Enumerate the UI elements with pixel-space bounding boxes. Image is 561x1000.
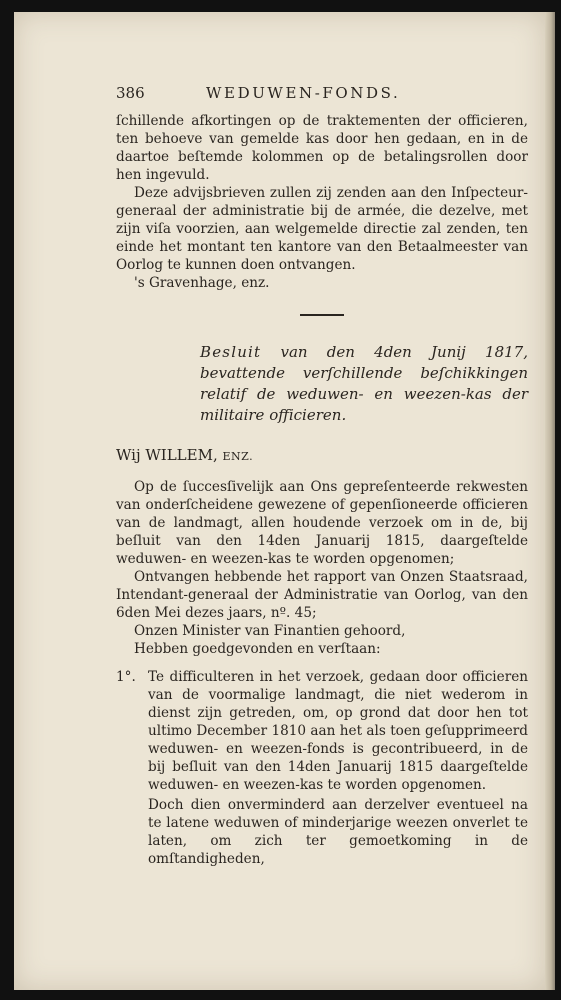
decree-paragraph: Onzen Minister van Finantien gehoord, [134,623,406,639]
page-text [116,84,528,868]
decree-heading [116,446,528,466]
page-number: 386 [116,84,145,102]
decree-item [116,668,528,794]
running-head [116,84,528,106]
final-paragraph: Doch dien onverminderd aan derzelver eventueel na te latene weduwen of minderjarige weezen onverlet te laten, om zich ter gemoetkoming in de omſtandigheden, [148,797,528,867]
decree-paragraph: Ontvangen hebbende het rapport van Onzen Staatsraad, Intendant-generaal der Administratie van Oorlog, van den 6den Mei dezes jaars, nº. 45; [116,569,528,621]
decree-paragraph: Op de ſuccesſivelijk aan Ons gepreſenteerde rekwesten van onderſcheidene gewezene of gepenſioneerde officieren van de landmagt, allen houdende verzoek om in de, bij beſluit van den 14den Januarij 1815, daargeſtelde weduwen- en weezen-kas te worden opgenomen; [116,479,528,567]
advice-letters-paragraph: Deze advijsbrieven zullen zij zenden aan den Inſpecteur-generaal der administratie bij de armée, die dezelve, met zijn viſa voorzien, aan welgemelde directie zal zenden, ten einde het montant ten kantore van den Betaalmeester van Oorlog te kunnen doen ontvangen. [116,185,528,273]
item-number: 1°. [116,669,136,685]
opening-paragraph: ſchillende afkortingen op de traktementen der officieren, ten behoeve van gemelde kas door hen gedaan, en in de daartoe beſtemde kolommen op de betalingsrollen door hen ingevuld. [116,113,528,183]
besluit-rest: van den 4den Junij 1817, bevattende verſchillende beſchikkingen relatif de weduwen- en weezen-kas der militaire officieren. [200,343,528,424]
besluit-first-word: Besluit [200,343,262,361]
decree-paragraph: Hebben goedgevonden en verſtaan: [134,641,381,657]
closing-line: 's Gravenhage, enz. [134,275,270,291]
besluit-title [200,342,528,426]
decree-enz: ENZ. [222,450,254,463]
running-title: WEDUWEN-FONDS. [206,84,401,102]
section-divider [300,314,344,316]
item-text: Te difficulteren in het verzoek, gedaan door officieren van de voormalige landmagt, die niet wederom in dienst zijn getreden, om, op grond dat door hen tot ultimo December 1810 aan het als toen geſupprimeerd weduwen- en weezen-fonds is gecontribueerd, in de bij beſluit van den 14den Januarij 1815 daargeſtelde weduwen- en weezen-kas te worden opgenomen. [148,669,528,793]
page-edge [545,12,555,990]
decree-name: Wij WILLEM, [116,446,218,464]
